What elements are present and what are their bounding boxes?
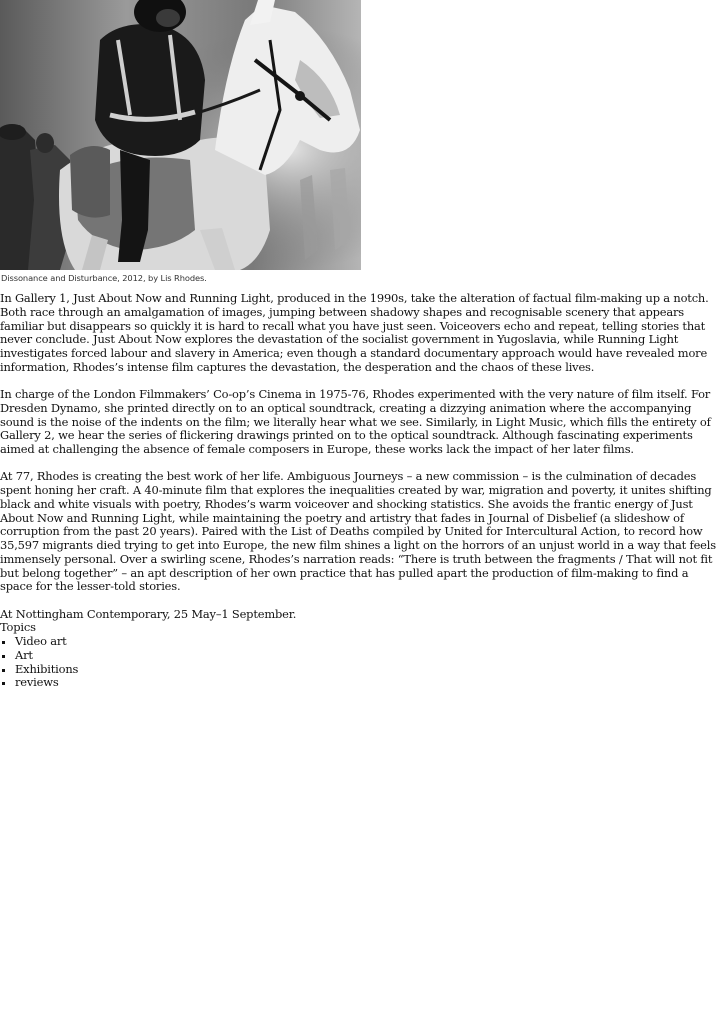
topic-link-art[interactable]: Art [15, 647, 33, 662]
film-still-image [0, 0, 361, 270]
topic-link-exhibitions[interactable]: Exhibitions [15, 661, 79, 676]
topic-item [0, 635, 719, 649]
topic-item [0, 663, 719, 677]
image-caption: Dissonance and Disturbance, 2012, by Lis Rhodes. [1, 273, 207, 283]
topic-item [0, 649, 719, 663]
article-paragraph: In Gallery 1, Just About Now and Running Light, produced in the 1990s, take the alteration of factual film-making up a notch. Both race through an amalgamation of images, jumping between shadowy shapes and recognisable scenery that appears familiar but disappears so quickly it is hard to recall what you have just seen. Voiceovers echo and repeat, telling stories that never conclude. Just About Now explores the devastation of the socialist government in Yugoslavia, while Running Light investigates forced labour and slavery in America; even though a standard documentary approach would have revealed more information, Rhodes’s intense film captures the devastation, the desperation and the chaos of these lives. [0, 291, 709, 374]
bullet-icon [2, 669, 5, 672]
topic-item [0, 676, 719, 690]
bullet-icon [2, 641, 5, 644]
venue-info: At Nottingham Contemporary, 25 May–1 September. [0, 606, 297, 621]
topics-heading: Topics [0, 620, 36, 635]
topics-list [0, 635, 719, 690]
topic-link-video-art[interactable]: Video art [15, 634, 67, 648]
topic-link-reviews[interactable]: reviews [15, 675, 59, 690]
article-body [0, 292, 719, 690]
article-paragraph: At 77, Rhodes is creating the best work of her life. Ambiguous Journeys – a new commission – is the culmination of decades spent honing her craft. A 40-minute film that explores the inequalities created by war, migration and poverty, it unites shifting black and white visuals with poetry, Rhodes’s warm voiceover and shocking statistics. She avoids the frantic energy of Just About Now and Running Light, while maintaining the poetry and artistry that fades in Journal of Disbelief (a slideshow of corruption from the past 20 years). Paired with the List of Deaths compiled by United for Intercultural Action, to record how 35,597 migrants died trying to get into Europe, the new film shines a light on the horrors of an unjust world in a way that feels immensely personal. Over a swirling scene, Rhodes’s narration reads: “There is truth between the fragments / That will not fit but belong together” – an apt description of her own practice that has pulled apart the production of film-making to find a space for the lesser-told stories. [0, 469, 716, 594]
article-figure [0, 0, 361, 270]
article-paragraph: In charge of the London Filmmakers’ Co-op’s Cinema in 1975-76, Rhodes experimented with the very nature of film itself. For Dresden Dynamo, she printed directly on to an optical soundtrack, creating a dizzying animation where the accompanying sound is the noise of the indents on the film; we literally hear what we see. Similarly, in Light Music, which fills the entirety of Gallery 2, we hear the series of flickering drawings printed on to the optical soundtrack. Although fascinating experiments aimed at challenging the absence of female composers in Europe, these works lack the impact of her later films. [0, 387, 711, 456]
bullet-icon [2, 682, 5, 685]
bullet-icon [2, 655, 5, 658]
